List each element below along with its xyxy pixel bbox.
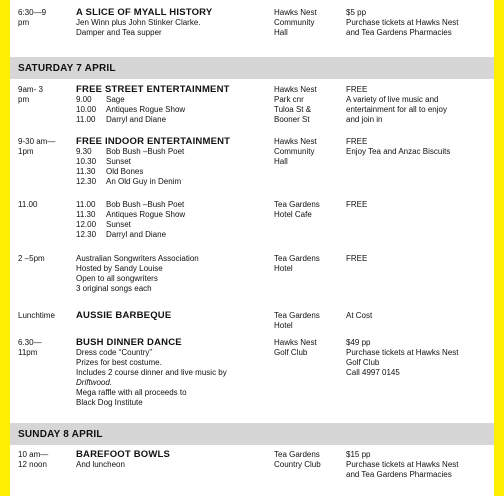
event-time: 11.00 (18, 200, 38, 209)
event-title: AUSSIE BARBEQUE (76, 310, 172, 321)
yellow-border-left (0, 0, 10, 496)
event-title: A SLICE OF MYALL HISTORY (76, 7, 213, 18)
event-cost: At Cost (346, 311, 373, 320)
program-line: 9.30 Bob Bush –Bush Poet (76, 147, 185, 156)
program-line: 12.30 An Old Guy in Denim (76, 177, 182, 186)
event-cost: FREE A variety of live music and entertainment for all to enjoy and join in (346, 85, 447, 124)
program-line: 12.00 Sunset (76, 220, 131, 229)
event-cost: FREE (346, 200, 368, 209)
schedule-sheet (10, 0, 494, 496)
day-heading-sunday: SUNDAY 8 APRIL (10, 423, 494, 445)
event-venue: Hawks Nest Park cnr Tuloa St & Booner St (274, 85, 317, 124)
event-cost: $15 pp Purchase tickets at Hawks Nest and Tea Gardens Pharmacies (346, 450, 459, 479)
program-line: 11.00 Bob Bush –Bush Poet (76, 200, 185, 209)
event-title: FREE INDOOR ENTERTAINMENT (76, 136, 231, 147)
event-details: BAREFOOT BOWLS And luncheon (76, 450, 272, 470)
event-title: BUSH DINNER DANCE (76, 337, 182, 348)
event-details: BUSH DINNER DANCE Dress code “Country” Prizes for best costume. Includes 2 course dinner and live music by Driftwood. Mega raffle with all proceeds to Black Dog Institute (76, 338, 272, 408)
event-details: Australian Songwriters Association Hosted by Sandy Louise Open to all songwriters 3 original songs each (76, 254, 199, 293)
event-time: 6.30— 11pm (18, 338, 42, 357)
event-venue: Hawks Nest Community Hall (274, 8, 317, 37)
event-cost: FREE (346, 254, 368, 263)
event-venue: Tea Gardens Hotel Cafe (274, 200, 320, 219)
event-time: Lunchtime (18, 311, 55, 320)
day-heading-saturday: SATURDAY 7 APRIL (10, 57, 494, 79)
program-line: 11.00 Darryl and Diane (76, 115, 167, 124)
event-details (76, 311, 272, 321)
event-time: 10 am— 12 noon (18, 450, 49, 469)
event-details (76, 200, 272, 240)
event-details: A SLICE OF MYALL HISTORY Jen Winn plus John Stinker Clarke. Damper and Tea supper (76, 8, 272, 38)
event-venue: Hawks Nest Golf Club (274, 338, 317, 357)
event-title: FREE STREET ENTERTAINMENT (76, 84, 230, 95)
event-title: BAREFOOT BOWLS (76, 449, 171, 460)
event-cost: $49 pp Purchase tickets at Hawks Nest Golf Club Call 4997 0145 (346, 338, 459, 377)
program-line: 11.30 Antiques Rogue Show (76, 210, 186, 219)
event-time: 9-30 am— 1pm (18, 137, 56, 156)
program-line: 9.00 Sage (76, 95, 125, 104)
program-line: 11.30 Old Bones (76, 167, 144, 176)
event-time: 2 –5pm (18, 254, 45, 263)
program-line: 12.30 Darryl and Diane (76, 230, 167, 239)
event-venue: Tea Gardens Country Club (274, 450, 321, 469)
event-cost: $5 pp Purchase tickets at Hawks Nest and Tea Gardens Pharmacies (346, 8, 459, 37)
event-details (76, 137, 272, 187)
event-time: 9am- 3 pm (18, 85, 43, 104)
yellow-border-right (494, 0, 504, 496)
event-venue: Tea Gardens Hotel (274, 254, 320, 273)
program-line: 10.30 Sunset (76, 157, 131, 166)
event-time: 6:30—9 pm (18, 8, 47, 27)
event-details (76, 85, 272, 125)
program-line: 10.00 Antiques Rogue Show (76, 105, 186, 114)
event-venue: Tea Gardens Hotel (274, 311, 320, 330)
event-cost: FREE Enjoy Tea and Anzac Biscuits (346, 137, 451, 156)
event-venue: Hawks Nest Community Hall (274, 137, 317, 166)
